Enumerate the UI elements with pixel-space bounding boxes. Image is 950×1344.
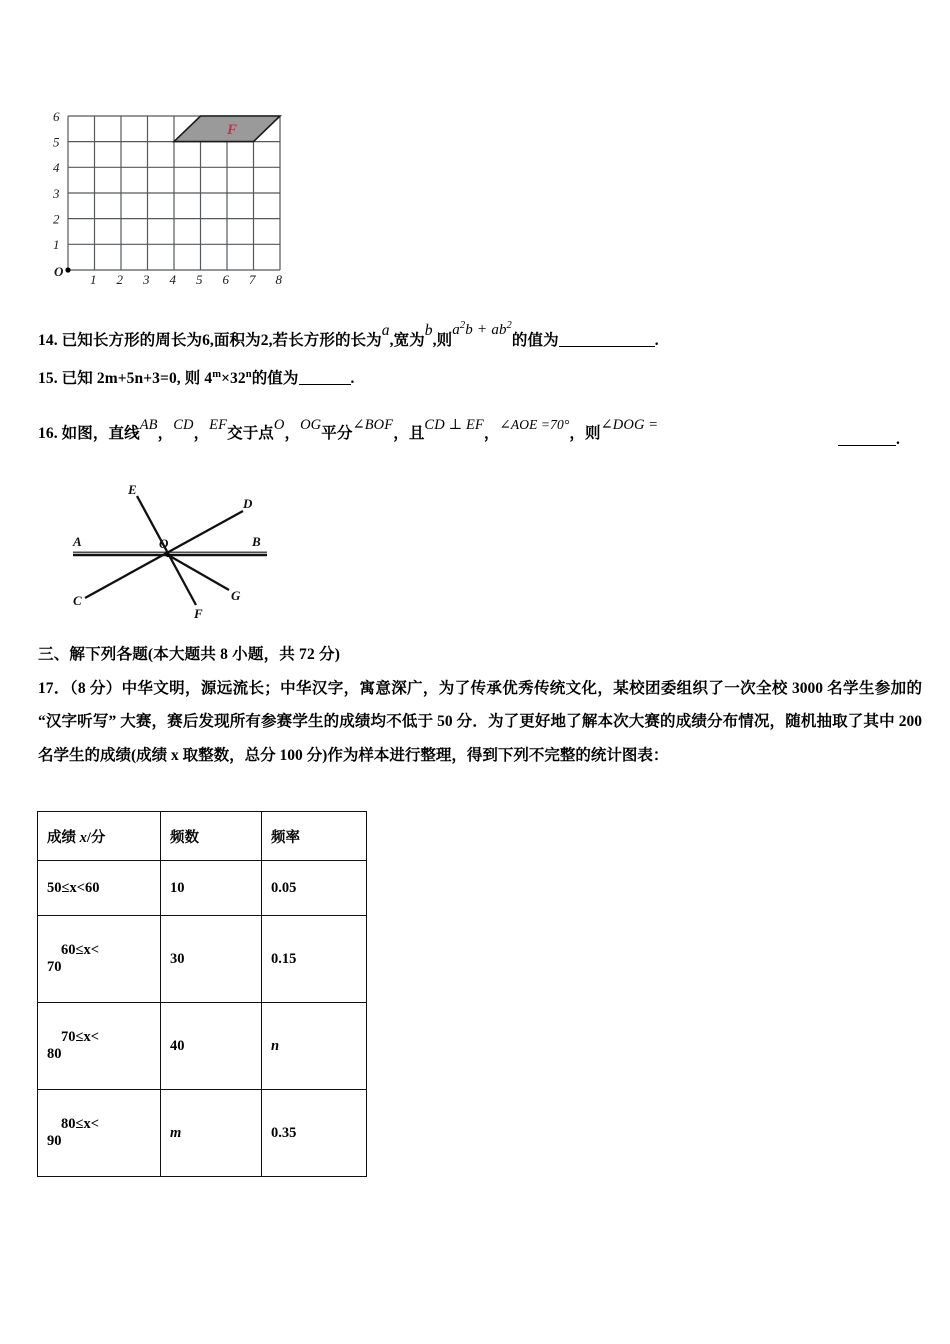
question-16-answer-area [838, 428, 900, 451]
header-score-range: 成绩 x/分 [38, 812, 161, 861]
origin-dot [65, 267, 70, 272]
svg-text:2: 2 [116, 272, 123, 287]
cell-range-line-1: 80≤x< [61, 1116, 99, 1132]
q14-text-2: 面积为 [213, 332, 261, 349]
svg-text:1: 1 [90, 272, 97, 287]
svg-text:2: 2 [53, 211, 60, 227]
q16-number: 16. [38, 425, 58, 442]
q14-period: . [654, 332, 659, 349]
q14-text-4: ,宽为 [389, 332, 425, 349]
table-row [38, 861, 367, 916]
question-15 [38, 367, 354, 390]
q16-text-2: 交于点 [227, 425, 274, 442]
q16-text-5: 则 [584, 425, 601, 442]
cell-range [38, 861, 161, 916]
svg-text:O: O [54, 264, 64, 279]
cell-rate: 0.35 [262, 1090, 367, 1177]
label-g: G [231, 588, 241, 603]
q14-text-5: ,则 [432, 332, 453, 349]
section-heading: 三、解下列各题(本大题共 8 小题，共 72 分) [38, 646, 341, 663]
q14-answer-blank[interactable] [559, 331, 655, 347]
header-frequency: 频数 [161, 812, 262, 861]
shape-label-f: F [226, 122, 238, 138]
q16-ray-og: OG [300, 417, 322, 433]
q15-base-1: 4 [204, 370, 213, 387]
cell-frequency: m [161, 1090, 262, 1177]
svg-text:5: 5 [53, 134, 60, 150]
table-row [38, 1090, 367, 1177]
svg-text:5: 5 [196, 272, 203, 287]
svg-text:7: 7 [249, 272, 256, 287]
intersecting-lines-svg [55, 470, 305, 620]
q16-comma-2: ， [193, 425, 210, 442]
q14-area: 2, [260, 332, 273, 349]
svg-text:4: 4 [169, 272, 176, 287]
intersecting-lines-figure [55, 470, 305, 620]
label-d: D [243, 496, 253, 511]
q16-text-1: 如图，直线 [61, 425, 140, 442]
q17-number: 17． [38, 680, 70, 697]
q14-perimeter: 6, [202, 332, 214, 349]
label-e: E [128, 482, 137, 497]
cell-range [38, 1090, 161, 1177]
label-c: C [73, 593, 82, 608]
cell-rate: n [262, 1003, 367, 1090]
q16-answer-blank[interactable] [838, 430, 896, 446]
q16-perpendicular: CD ⊥ EF [424, 417, 484, 433]
q15-text-3: 的值为 [251, 370, 299, 387]
svg-text:4: 4 [53, 160, 60, 176]
table-row [38, 1003, 367, 1090]
q15-equation: 2m+5n+3=0, [96, 370, 181, 387]
header-rate: 频率 [262, 812, 367, 861]
q14-number: 14. [38, 332, 58, 349]
q15-number: 15. [38, 370, 58, 387]
q16-line-cd: CD [173, 417, 194, 433]
question-16 [38, 415, 658, 445]
cell-range-line-2: 90 [47, 1133, 62, 1149]
svg-text:6: 6 [222, 272, 229, 287]
label-f: F [194, 606, 203, 620]
q16-period: . [896, 431, 900, 448]
cell-rate: 0.15 [262, 916, 367, 1003]
coordinate-grid-svg [45, 88, 305, 288]
q16-angle-bof: ∠BOF [352, 417, 394, 433]
q16-comma-3: ， [284, 425, 301, 442]
label-b: B [252, 534, 261, 549]
q15-period: . [350, 370, 355, 387]
q14-var-a: a [381, 322, 390, 339]
q15-power-expression [204, 370, 251, 387]
q17-marks: （8 分） [69, 680, 122, 697]
q15-exponent-2: n [245, 368, 252, 380]
cell-rate: 0.05 [262, 861, 367, 916]
cell-frequency: 30 [161, 916, 262, 1003]
q15-text-1: 已知 [61, 370, 93, 387]
cell-frequency: 10 [161, 861, 262, 916]
table-row [38, 916, 367, 1003]
coordinate-grid-figure [45, 88, 305, 288]
q16-comma-6: ， [569, 425, 585, 442]
cell-range-line-1: 60≤x< [61, 942, 99, 958]
label-a: A [73, 534, 82, 549]
point-o-dot [166, 553, 170, 557]
svg-text:1: 1 [53, 237, 60, 252]
question-14 [38, 318, 659, 352]
question-17 [38, 672, 922, 772]
q16-line-ef: EF [209, 417, 228, 433]
q16-angle-dog: ∠DOG = [600, 417, 659, 433]
q16-text-3: 平分 [321, 425, 353, 442]
svg-text:3: 3 [143, 272, 150, 287]
cell-range-line-1: 70≤x< [61, 1029, 99, 1045]
q16-comma-4: ， [393, 425, 409, 442]
svg-text:6: 6 [53, 109, 60, 124]
label-o: O [159, 536, 169, 551]
frequency-distribution-table [37, 811, 367, 1177]
q16-comma-1: ， [157, 425, 174, 442]
q14-text-6: 的值为 [511, 332, 559, 349]
cell-range-line-2: 80 [47, 1046, 62, 1062]
header-var-x: x [79, 829, 87, 846]
table-header-row [38, 812, 367, 861]
q15-text-2: 则 [184, 370, 201, 387]
q16-comma-5: ， [483, 425, 500, 442]
q14-expression: $a^2b + ab^2$ [452, 319, 512, 338]
cell-range [38, 916, 161, 1003]
q15-base-2: 32 [230, 370, 246, 387]
q14-text-3: 若长方形的长为 [272, 332, 382, 349]
cell-range-line-2: 70 [47, 959, 62, 975]
q15-times-symbol: × [221, 370, 231, 387]
svg-text:8: 8 [275, 272, 282, 287]
q16-line-ab: AB [139, 417, 158, 433]
q17-body: 中华文明，源远流长；中华汉字，寓意深广，为了传承优秀传统文化，某校团委组织了一次全校 3000 名学生参加的 “汉字听写” 大赛，赛后发现所有参赛学生的成绩均不低于 50 分．为了更好地了解本次大赛的成绩分布情况，随机抽取了其中 200 名学生的成绩(成绩 x 取整数，总分 100 分)作为样本进行整理，得到下列不完整的统计图表： [38, 680, 922, 764]
q15-answer-blank[interactable] [299, 369, 351, 385]
svg-text:3: 3 [53, 185, 60, 201]
q15-exponent-1: m [212, 368, 222, 380]
q14-text-1: 已知长方形的周长为 [61, 332, 203, 349]
q16-point-o: O [273, 417, 285, 433]
cell-frequency: 40 [161, 1003, 262, 1090]
cell-range-line-1: 50≤x<60 [47, 879, 100, 896]
q14-var-b: b [424, 322, 433, 339]
q16-text-4: 且 [408, 425, 425, 442]
q16-angle-aoe: ∠AOE =70° [499, 417, 570, 432]
cell-range [38, 1003, 161, 1090]
